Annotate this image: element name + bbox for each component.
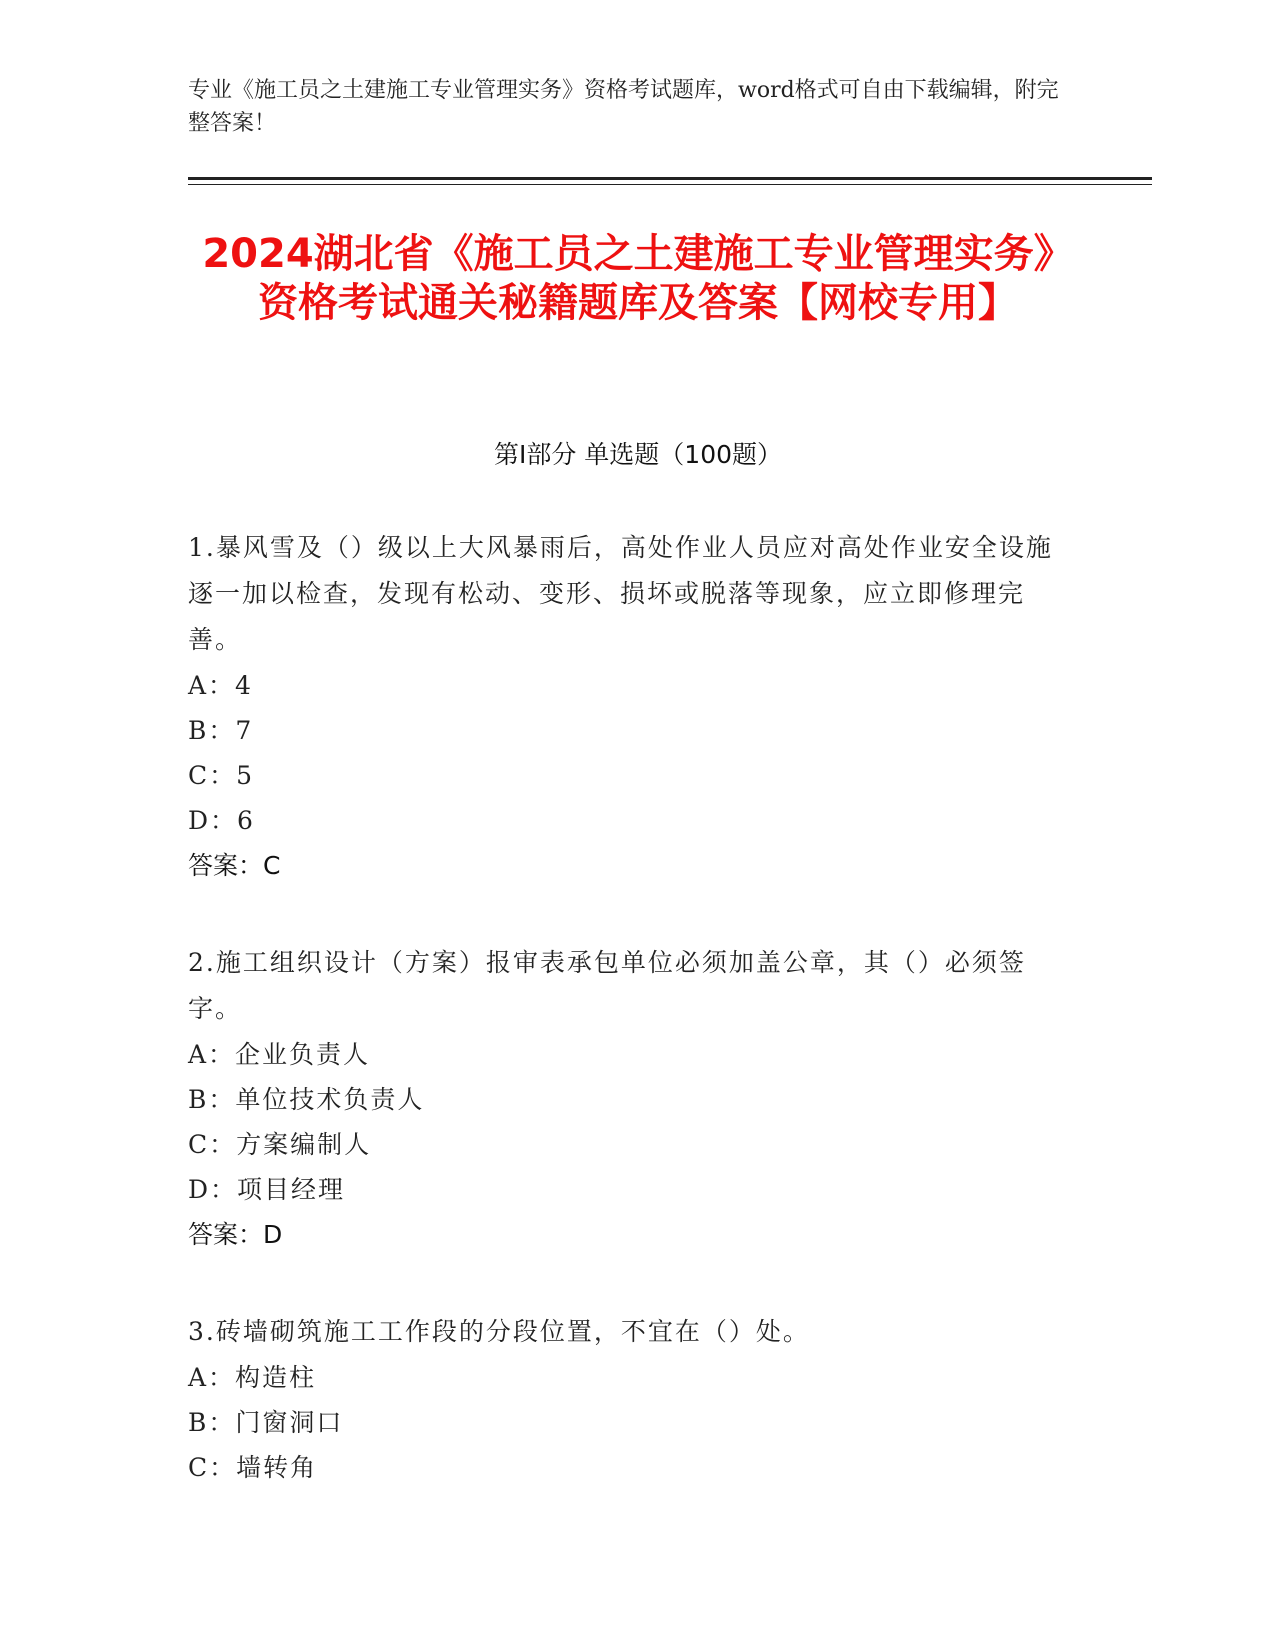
- option-b: B：门窗洞口: [188, 1408, 344, 1437]
- header-divider-thick: [188, 177, 1152, 180]
- answer-line: 答案：C: [188, 851, 281, 880]
- option-c: C：方案编制人: [188, 1130, 372, 1159]
- option-c: C：5: [188, 761, 255, 790]
- question-list: [188, 525, 1068, 1541]
- option-c: C：墙转角: [188, 1453, 318, 1482]
- option-d: D：项目经理: [188, 1175, 346, 1204]
- document-title: 2024湖北省《施工员之土建施工专业管理实务》资格考试通关秘籍题库及答案【网校专用】: [202, 231, 1074, 326]
- option-a: A：构造柱: [188, 1363, 317, 1392]
- header-divider-thin: [188, 184, 1152, 185]
- option-b: B：单位技术负责人: [188, 1085, 425, 1114]
- question-item: [188, 525, 1068, 889]
- question-item: [188, 1309, 1068, 1490]
- section-heading: 第Ⅰ部分 单选题（100题）: [493, 440, 783, 469]
- option-b: B：7: [188, 716, 254, 745]
- option-d: D：6: [188, 806, 255, 835]
- answer-line: 答案：D: [188, 1220, 283, 1249]
- question-stem: 2.施工组织设计（方案）报审表承包单位必须加盖公章，其（）必须签字。: [188, 948, 1026, 1023]
- question-stem: 3.砖墙砌筑施工工作段的分段位置，不宜在（）处。: [188, 1317, 810, 1346]
- option-a: A：企业负责人: [188, 1040, 371, 1069]
- option-a: A：4: [188, 671, 253, 700]
- question-item: [188, 940, 1068, 1258]
- header-note: 专业《施工员之土建施工专业管理实务》资格考试题库，word格式可自由下载编辑，附完整答案！: [188, 78, 1059, 136]
- question-stem: 1.暴风雪及（）级以上大风暴雨后，高处作业人员应对高处作业安全设施逐一加以检查，发现有松动、变形、损坏或脱落等现象，应立即修理完善。: [188, 533, 1053, 654]
